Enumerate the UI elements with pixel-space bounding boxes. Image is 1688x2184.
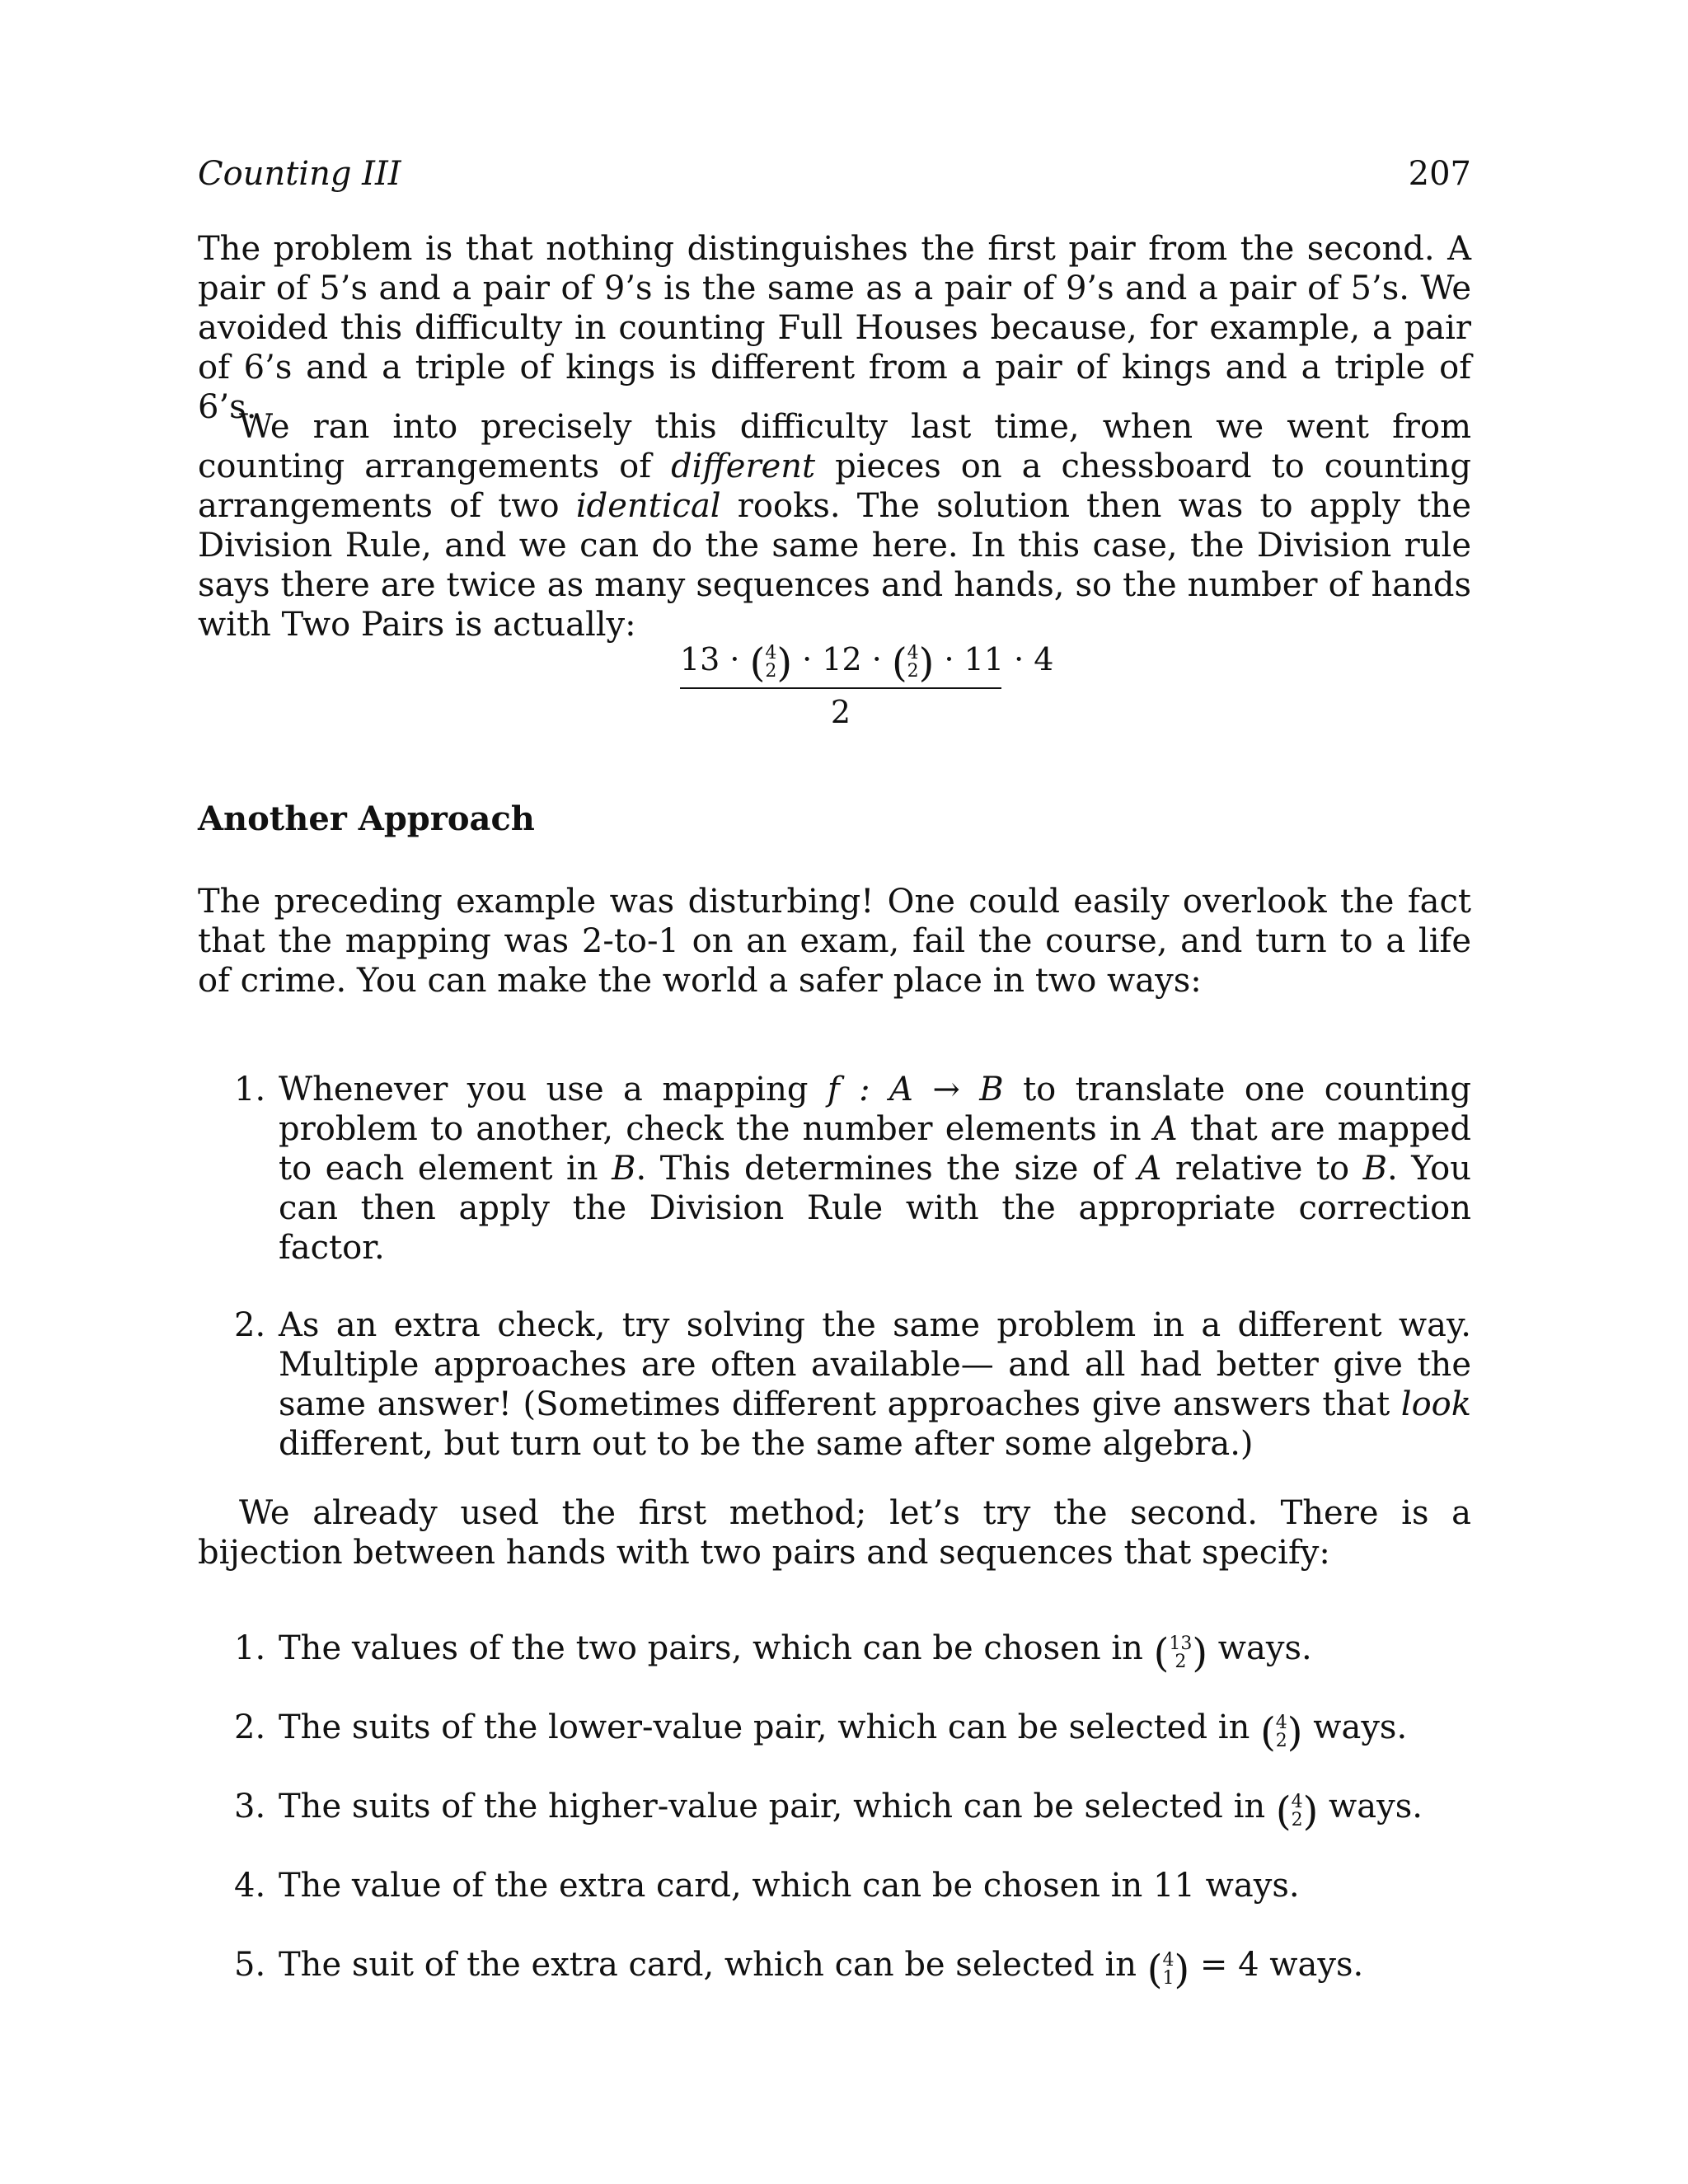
math-variable: B bbox=[612, 1150, 636, 1188]
paragraph-4: We already used the first method; let’s try the second. There is a bijection between hands with two pairs and sequences that specify: bbox=[198, 1494, 1471, 1572]
list-item bbox=[198, 1940, 1471, 1993]
math-variable: A bbox=[1153, 1110, 1178, 1148]
list-number: 2. bbox=[234, 1306, 266, 1344]
text-span: As an extra check, try solving the same problem in a different way. Multiple approaches are often available— and all had better give the same answer! (Sometimes different approaches give answers that bbox=[279, 1306, 1471, 1423]
binomial: (4 1) bbox=[1146, 1947, 1190, 1993]
paragraph-1: The problem is that nothing distinguishes the first pair from the second. A pair of 5’s and a pair of 9’s is the same as a pair of 9’s and a pair of 5’s. We avoided this difficulty in counting Full Houses because, for example, a pair of 6’s and a triple of kings is different from a pair of kings and a triple of 6’s. bbox=[198, 230, 1471, 426]
text-span: ways. bbox=[1318, 1788, 1423, 1825]
binom-top: 4 bbox=[1162, 1950, 1175, 1971]
list-number: 1. bbox=[234, 1071, 266, 1108]
text-span: The suits of the lower-value pair, which can be selected in bbox=[279, 1708, 1261, 1746]
math-expression: f : A → B bbox=[827, 1071, 1004, 1108]
math-variable: A bbox=[1137, 1150, 1162, 1188]
text-span: . You can then apply the Division Rule with the appropriate correction factor. bbox=[279, 1150, 1472, 1267]
paragraph-2 bbox=[198, 407, 1471, 644]
binom-bottom: 2 bbox=[907, 661, 919, 682]
text-span: We ran into precisely this difficulty last time, when we went from counting arrangements of bbox=[198, 408, 1471, 485]
binomial: (4 2) bbox=[1275, 1788, 1319, 1835]
emphasis: look bbox=[1400, 1385, 1471, 1423]
binom-top: 13 bbox=[1169, 1633, 1193, 1654]
binom-top: 4 bbox=[765, 643, 777, 664]
list-number: 4. bbox=[234, 1867, 266, 1905]
formula-term: 13 · bbox=[680, 641, 740, 677]
emphasis: different bbox=[671, 448, 816, 485]
text-span: ways. bbox=[1302, 1708, 1408, 1746]
page-number: 207 bbox=[1408, 155, 1471, 193]
text-span: rooks. The solution then was to apply the Division Rule, and we can do the same here. In this case, the Division rule says there are twice as many sequences and hands, so the number of hands with Two Pairs is actually: bbox=[198, 487, 1471, 644]
binom-bottom: 2 bbox=[1175, 1652, 1187, 1672]
binom-bottom: 2 bbox=[765, 661, 777, 682]
text-span: The values of the two pairs, which can be chosen in bbox=[279, 1629, 1154, 1667]
formula-term: · 12 · bbox=[802, 641, 882, 677]
binom-bottom: 1 bbox=[1162, 1968, 1175, 1989]
formula-denominator: 2 bbox=[830, 694, 851, 731]
math-variable: B bbox=[1362, 1150, 1388, 1188]
binomial-4-2: (4 2) bbox=[749, 640, 793, 687]
text-span: Whenever you use a mapping bbox=[279, 1071, 828, 1108]
formula-numerator bbox=[680, 640, 1054, 689]
list-item bbox=[198, 1070, 1471, 1268]
list-item bbox=[198, 1703, 1471, 1755]
text-span: The value of the extra card, which can be chosen in 11 ways. bbox=[279, 1867, 1300, 1905]
binomial-4-2: (4 2) bbox=[891, 640, 935, 687]
text-span: different, but turn out to be the same after some algebra.) bbox=[279, 1425, 1254, 1463]
binom-bottom: 2 bbox=[1291, 1810, 1303, 1830]
text-span: . This determines the size of bbox=[635, 1150, 1138, 1188]
list-item bbox=[198, 1624, 1471, 1676]
list-number: 5. bbox=[234, 1946, 266, 1984]
section-heading: Another Approach bbox=[198, 799, 535, 838]
binomial: (13 2 ) bbox=[1153, 1630, 1208, 1676]
binom-bottom: 2 bbox=[1275, 1731, 1287, 1751]
text-span: that are mapped to each element in bbox=[279, 1110, 1471, 1188]
text-span: The suit of the extra card, which can be selected in bbox=[279, 1946, 1147, 1984]
running-header bbox=[198, 155, 1471, 196]
bijection-list bbox=[198, 1624, 1471, 2019]
chapter-title: Counting III bbox=[198, 155, 401, 193]
binom-top: 4 bbox=[1291, 1792, 1303, 1812]
list-number: 1. bbox=[234, 1629, 266, 1667]
list-number: 3. bbox=[234, 1788, 266, 1825]
binomial: (4 2) bbox=[1260, 1709, 1303, 1755]
text-span: pieces on a chessboard to counting arrangements of two bbox=[198, 448, 1471, 525]
list-item bbox=[198, 1782, 1471, 1835]
list-item bbox=[198, 1305, 1471, 1464]
paragraph-3: The preceding example was disturbing! One could easily overlook the fact that the mapping was 2-to-1 on an exam, fail the course, and turn to a life of crime. You can make the world a safer place in two ways: bbox=[198, 883, 1471, 1000]
list-number: 2. bbox=[234, 1708, 266, 1746]
two-pairs-formula bbox=[680, 640, 1054, 731]
formula-term: · 11 · 4 bbox=[944, 641, 1054, 677]
text-span: = 4 ways. bbox=[1189, 1946, 1364, 1984]
text-span: ways. bbox=[1207, 1629, 1312, 1667]
text-span: to translate one counting problem to another, check the number elements in bbox=[279, 1071, 1472, 1148]
emphasis: identical bbox=[575, 487, 721, 525]
binom-top: 4 bbox=[1275, 1713, 1287, 1733]
list-item bbox=[198, 1861, 1471, 1910]
text-span: relative to bbox=[1161, 1150, 1363, 1188]
text-span: The suits of the higher-value pair, which can be selected in bbox=[279, 1788, 1276, 1825]
binom-top: 4 bbox=[907, 643, 919, 664]
method-list bbox=[198, 1070, 1471, 1502]
